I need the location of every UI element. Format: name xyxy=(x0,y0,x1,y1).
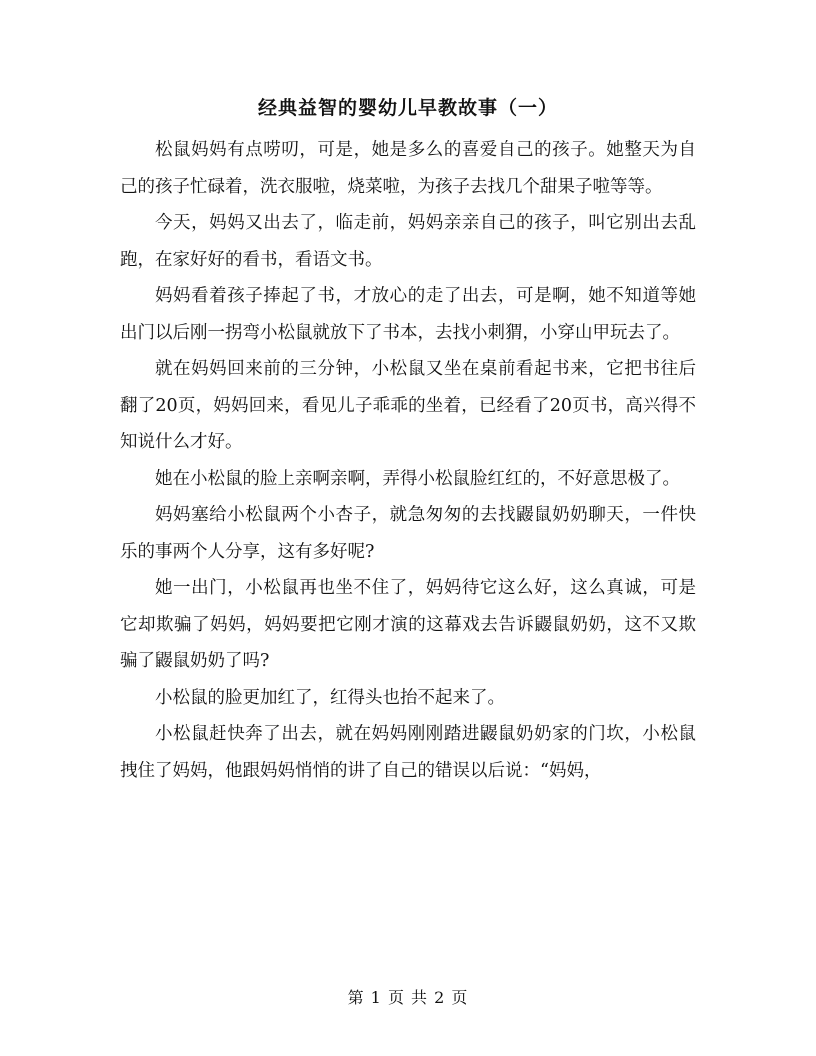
paragraph: 她一出门，小松鼠再也坐不住了，妈妈待它这么好，这么真诚，可是它却欺骗了妈妈，妈妈要把它刚才演的这幕戏去告诉鼹鼠奶奶，这不又欺骗了鼹鼠奶奶了吗? xyxy=(120,578,696,671)
page-number: 第 1 页 共 2 页 xyxy=(347,988,469,1007)
paragraph: 松鼠妈妈有点唠叨，可是，她是多么的喜爱自己的孩子。她整天为自己的孩子忙碌着，洗衣服啦，烧菜啦，为孩子去找几个甜果子啦等等。 xyxy=(120,140,696,197)
paragraph: 妈妈看着孩子捧起了书，才放心的走了出去，可是啊，她不知道等她出门以后刚一拐弯小松鼠就放下了书本，去找小刺猬，小穿山甲玩去了。 xyxy=(120,286,696,343)
paragraph: 今天，妈妈又出去了，临走前，妈妈亲亲自己的孩子，叫它别出去乱跑，在家好好的看书，看语文书。 xyxy=(120,213,696,270)
story-body xyxy=(120,132,696,789)
paragraph: 小松鼠赶快奔了出去，就在妈妈刚刚踏进鼹鼠奶奶家的门坎，小松鼠拽住了妈妈，他跟妈妈悄悄的讲了自己的错误以后说：“妈妈， xyxy=(120,724,696,781)
paragraph: 她在小松鼠的脸上亲啊亲啊，弄得小松鼠脸红红的，不好意思极了。 xyxy=(155,468,680,489)
paragraph: 妈妈塞给小松鼠两个小杏子，就急匆匆的去找鼹鼠奶奶聊天，一件快乐的事两个人分享，这有多好呢? xyxy=(120,505,696,562)
paragraph: 小松鼠的脸更加红了，红得头也抬不起来了。 xyxy=(155,687,505,708)
page-title: 经典益智的婴幼儿早教故事（一） xyxy=(257,97,558,119)
paragraph: 就在妈妈回来前的三分钟，小松鼠又坐在桌前看起书来，它把书往后翻了20页，妈妈回来，看见儿子乖乖的坐着，已经看了20页书，高兴得不知说什么才好。 xyxy=(120,359,696,452)
